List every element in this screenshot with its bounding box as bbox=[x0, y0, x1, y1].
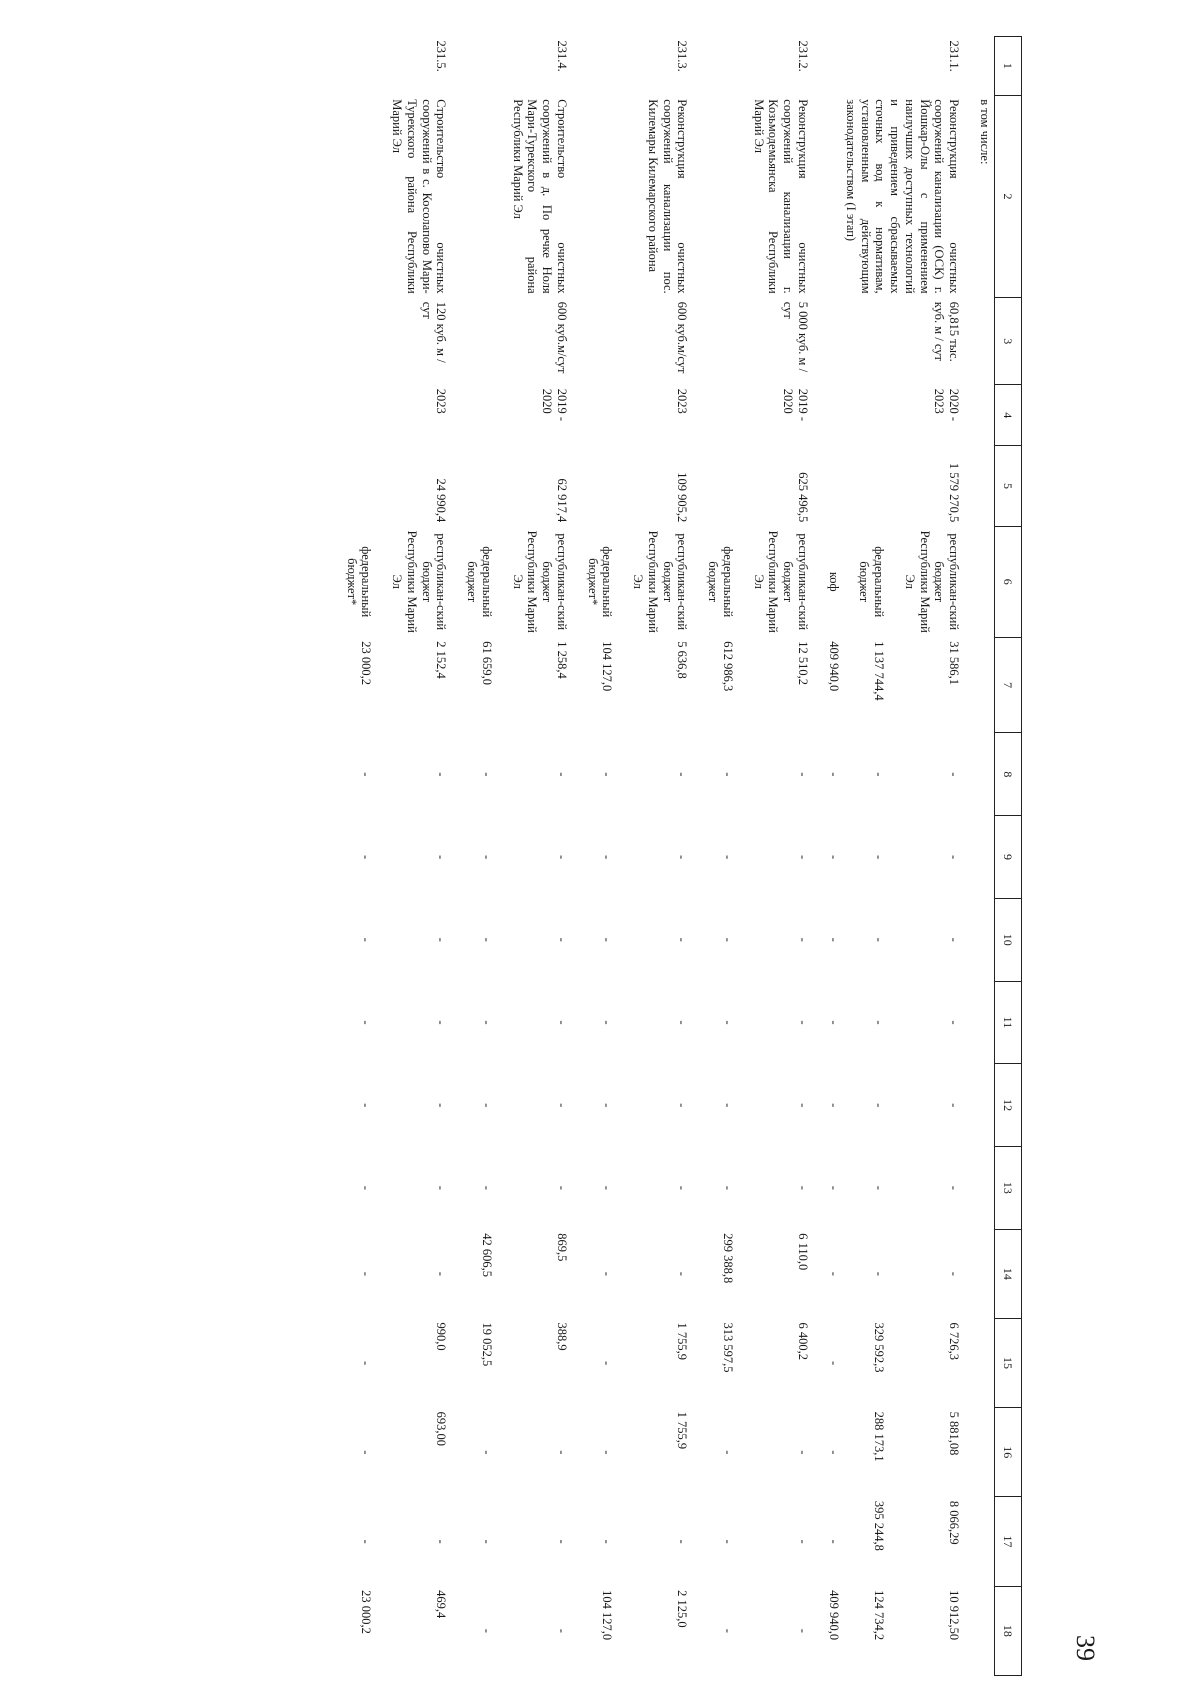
year-value-col-9: - bbox=[359, 854, 374, 860]
year-value-col-16: - bbox=[721, 1450, 735, 1455]
funding-amount: 612 986,3 bbox=[721, 641, 735, 692]
row-period: 2023 bbox=[675, 388, 690, 414]
year-value-col-16: 5 881,08 bbox=[947, 1411, 962, 1456]
row-code: 231.5. bbox=[434, 40, 449, 72]
year-value-col-10: - bbox=[359, 937, 374, 942]
year-value-col-15: 990,0 bbox=[434, 1322, 449, 1351]
row-period: 2019 - 2020 bbox=[540, 388, 569, 422]
row-name: Реконструкция очистных сооружений канализации г. Козьмодемьянска Республики Марий Эл bbox=[751, 99, 810, 294]
row-period: 2023 bbox=[434, 388, 449, 414]
year-value-col-11: - bbox=[947, 1020, 962, 1025]
funding-source: республикан-ский бюджет Республики Марий Эл bbox=[751, 530, 810, 633]
column-number-16: 16 bbox=[995, 1408, 1022, 1497]
year-value-col-9: - bbox=[600, 854, 615, 860]
table-row bbox=[749, 37, 824, 1676]
year-value-col-13: - bbox=[600, 1185, 615, 1190]
column-number-9: 9 bbox=[995, 816, 1022, 899]
year-value-col-13: - bbox=[872, 1185, 887, 1190]
year-value-col-11: - bbox=[555, 1020, 569, 1025]
year-value-col-9: - bbox=[675, 854, 690, 860]
year-value-col-8: - bbox=[359, 772, 374, 777]
year-value-col-10: - bbox=[721, 937, 735, 942]
funding-source: республикан-ский бюджет Республики Марий Эл bbox=[631, 530, 690, 633]
column-number-13: 13 bbox=[995, 1147, 1022, 1230]
year-value-col-12: - bbox=[555, 1103, 569, 1108]
year-value-col-16: 1 755,9 bbox=[675, 1411, 690, 1450]
column-number-10: 10 bbox=[995, 898, 1022, 981]
year-value-col-8: - bbox=[796, 772, 810, 777]
year-value-col-10: - bbox=[947, 937, 962, 942]
year-value-col-13: - bbox=[480, 1185, 494, 1190]
year-value-col-16: - bbox=[359, 1450, 374, 1455]
year-value-col-16: - bbox=[796, 1450, 810, 1455]
year-value-col-15: 1 755,9 bbox=[675, 1322, 690, 1360]
year-value-col-10: - bbox=[555, 937, 569, 942]
year-value-col-18: 409 940,0 bbox=[826, 1590, 841, 1641]
year-value-col-9: - bbox=[826, 854, 841, 860]
year-value-col-16: - bbox=[555, 1450, 569, 1455]
year-value-col-18: 23 000,2 bbox=[359, 1590, 374, 1634]
year-value-col-15: - bbox=[600, 1360, 615, 1366]
row-total: 625 496,5 bbox=[796, 472, 810, 523]
year-value-col-12: - bbox=[675, 1103, 690, 1108]
year-value-col-16: - bbox=[826, 1450, 841, 1455]
year-value-col-18: 469,4 bbox=[434, 1590, 449, 1619]
year-value-col-11: - bbox=[359, 1020, 374, 1025]
year-value-col-8: - bbox=[947, 772, 962, 777]
year-value-col-11: - bbox=[826, 1020, 841, 1025]
column-number-7: 7 bbox=[995, 637, 1022, 733]
funding-amount: 1 258,4 bbox=[555, 641, 569, 679]
year-value-col-13: - bbox=[555, 1185, 569, 1190]
year-value-col-8: - bbox=[721, 772, 735, 777]
year-value-col-10: - bbox=[434, 937, 449, 942]
row-capacity: 60,815 тыс. куб. м / сут bbox=[932, 301, 962, 362]
column-number-2: 2 bbox=[995, 95, 1022, 297]
year-value-col-18: 10 912,50 bbox=[947, 1590, 962, 1641]
column-number-18: 18 bbox=[995, 1586, 1022, 1675]
subheader-row bbox=[975, 37, 994, 1676]
year-value-col-16: 288 173,1 bbox=[872, 1411, 887, 1462]
year-value-col-17: - bbox=[555, 1539, 569, 1544]
year-value-col-18: 124 734,2 bbox=[872, 1590, 887, 1641]
year-value-col-13: - bbox=[947, 1185, 962, 1190]
year-value-col-17: 8 066,29 bbox=[947, 1500, 962, 1545]
row-code: 231.1. bbox=[947, 40, 962, 72]
year-value-col-14: - bbox=[600, 1271, 615, 1276]
year-value-col-17: - bbox=[600, 1539, 615, 1544]
year-value-col-12: - bbox=[434, 1103, 449, 1108]
funding-amount: 2 152,4 bbox=[434, 641, 449, 679]
year-value-col-13: - bbox=[721, 1185, 735, 1190]
year-value-col-16: 693,00 bbox=[434, 1411, 449, 1447]
row-period: 2020 - 2023 bbox=[932, 388, 962, 422]
funding-amount: 5 636,8 bbox=[675, 641, 690, 679]
funding-source: федеральный бюджет bbox=[465, 546, 494, 618]
year-value-col-15: - bbox=[826, 1360, 841, 1366]
year-value-col-13: - bbox=[359, 1185, 374, 1190]
year-value-col-10: - bbox=[600, 937, 615, 942]
year-value-col-13: - bbox=[826, 1185, 841, 1190]
row-capacity: 5 000 куб. м / сут bbox=[781, 301, 810, 373]
page-number: 39 bbox=[1071, 1635, 1100, 1661]
year-value-col-14: 869,5 bbox=[555, 1233, 569, 1262]
year-value-col-9: - bbox=[555, 854, 569, 860]
row-code: 231.4. bbox=[555, 40, 569, 72]
funding-source: республикан-ский бюджет Республики Марий Эл bbox=[390, 530, 449, 633]
row-total: 109 905,2 bbox=[675, 472, 690, 523]
year-value-col-14: 299 388,8 bbox=[721, 1233, 735, 1284]
year-value-col-17: - bbox=[359, 1539, 374, 1544]
table-row bbox=[508, 37, 583, 1676]
year-value-col-13: - bbox=[675, 1185, 690, 1190]
year-value-col-17: 395 244,8 bbox=[872, 1500, 887, 1551]
year-value-col-17: - bbox=[796, 1539, 810, 1544]
column-number-8: 8 bbox=[995, 733, 1022, 816]
funding-amount: 61 659,0 bbox=[480, 641, 494, 685]
year-value-col-14: - bbox=[359, 1271, 374, 1276]
year-value-col-11: - bbox=[796, 1020, 810, 1025]
year-value-col-18: - bbox=[555, 1628, 569, 1633]
year-value-col-17: - bbox=[675, 1539, 690, 1544]
column-number-1: 1 bbox=[995, 37, 1022, 96]
funding-amount: 23 000,2 bbox=[359, 641, 374, 685]
row-name: Реконструкция очистных сооружений канализации (ОСК) г. Йошкар-Олы с применением наилучших доступных технологий и приведением сбрасываемых сточных вод к нормативам, установленным действующим законодательством (I этап) bbox=[844, 99, 962, 294]
column-number-14: 14 bbox=[995, 1229, 1022, 1318]
year-value-col-14: - bbox=[872, 1271, 887, 1276]
year-value-col-10: - bbox=[872, 937, 887, 942]
year-value-col-9: - bbox=[872, 854, 887, 860]
row-capacity: 600 куб.м/сут bbox=[675, 301, 690, 374]
table-row bbox=[629, 37, 704, 1676]
year-value-col-12: - bbox=[480, 1103, 494, 1108]
year-value-col-12: - bbox=[947, 1103, 962, 1108]
year-value-col-13: - bbox=[434, 1185, 449, 1190]
year-value-col-18: 104 127,0 bbox=[600, 1590, 615, 1641]
column-number-5: 5 bbox=[995, 446, 1022, 527]
column-number-11: 11 bbox=[995, 981, 1022, 1064]
year-value-col-14: - bbox=[826, 1271, 841, 1276]
year-value-col-8: - bbox=[675, 772, 690, 777]
funding-source: республикан-ский бюджет Республики Марий Эл bbox=[903, 530, 962, 633]
funding-amount: 409 940,0 bbox=[826, 641, 841, 692]
year-value-col-16: - bbox=[600, 1450, 615, 1455]
year-value-col-14: - bbox=[434, 1271, 449, 1276]
funding-source: коф bbox=[826, 571, 841, 592]
year-value-col-11: - bbox=[872, 1020, 887, 1025]
funding-amount: 31 586,1 bbox=[947, 641, 962, 685]
year-value-col-15: 329 592,3 bbox=[872, 1322, 887, 1373]
year-value-col-17: - bbox=[721, 1539, 735, 1544]
year-value-col-11: - bbox=[480, 1020, 494, 1025]
year-value-col-15: 19 052,5 bbox=[480, 1322, 494, 1367]
row-name: Реконструкция очистных сооружений канализации пос. Килемары Килемарского района bbox=[646, 99, 690, 294]
row-period: 2019 - 2020 bbox=[781, 388, 810, 422]
funding-amount: 12 510,2 bbox=[796, 641, 810, 685]
year-value-col-18: - bbox=[721, 1628, 735, 1633]
funding-source: федеральный бюджет* bbox=[585, 546, 615, 618]
year-value-col-15: - bbox=[359, 1360, 374, 1366]
year-value-col-10: - bbox=[480, 937, 494, 942]
column-number-row bbox=[995, 37, 1022, 1676]
year-value-col-17: - bbox=[480, 1539, 494, 1544]
row-total: 1 579 270,5 bbox=[947, 462, 962, 523]
year-value-col-14: 6 110,0 bbox=[796, 1233, 810, 1271]
year-value-col-11: - bbox=[675, 1020, 690, 1025]
year-value-col-15: 6 726,3 bbox=[947, 1322, 962, 1360]
year-value-col-17: - bbox=[826, 1539, 841, 1544]
year-value-col-12: - bbox=[600, 1103, 615, 1108]
column-number-4: 4 bbox=[995, 385, 1022, 446]
funding-source: федеральный бюджет bbox=[857, 546, 887, 618]
subheader-label: в том числе: bbox=[978, 99, 992, 165]
row-capacity: 120 куб. м / сут bbox=[419, 301, 449, 363]
year-value-col-8: - bbox=[872, 772, 887, 777]
year-value-col-15: 388,9 bbox=[555, 1322, 569, 1351]
year-value-col-18: - bbox=[480, 1628, 494, 1633]
year-value-col-14: - bbox=[675, 1271, 690, 1276]
funding-source: федеральный бюджет* bbox=[344, 546, 374, 618]
column-number-3: 3 bbox=[995, 298, 1022, 385]
year-value-col-8: - bbox=[434, 772, 449, 777]
year-value-col-12: - bbox=[826, 1103, 841, 1108]
row-name: Строительство очистных сооружений в с. Косолапово Мари-Турекского района Республики Марий Эл bbox=[390, 99, 449, 294]
column-number-17: 17 bbox=[995, 1497, 1022, 1586]
year-value-col-15: 313 597,5 bbox=[721, 1322, 735, 1373]
year-value-col-13: - bbox=[796, 1185, 810, 1190]
year-value-col-10: - bbox=[826, 937, 841, 942]
year-value-col-8: - bbox=[600, 772, 615, 777]
row-total: 24 990,4 bbox=[434, 478, 449, 523]
year-value-col-8: - bbox=[480, 772, 494, 777]
year-value-col-8: - bbox=[555, 772, 569, 777]
year-value-col-9: - bbox=[947, 854, 962, 860]
column-number-15: 15 bbox=[995, 1318, 1022, 1407]
funding-amount: 1 137 744,4 bbox=[872, 641, 887, 701]
year-value-col-11: - bbox=[600, 1020, 615, 1025]
year-value-col-10: - bbox=[675, 937, 690, 942]
year-value-col-10: - bbox=[796, 937, 810, 942]
year-value-col-9: - bbox=[434, 854, 449, 860]
row-code: 231.2. bbox=[796, 40, 810, 72]
table-row bbox=[388, 37, 463, 1676]
year-value-col-12: - bbox=[721, 1103, 735, 1108]
year-value-col-16: - bbox=[480, 1450, 494, 1455]
year-value-col-9: - bbox=[480, 854, 494, 860]
year-value-col-14: - bbox=[947, 1271, 962, 1276]
funding-source: федеральный бюджет bbox=[706, 546, 735, 618]
year-value-col-9: - bbox=[721, 854, 735, 860]
row-code: 231.3. bbox=[675, 40, 690, 72]
year-value-col-17: - bbox=[434, 1539, 449, 1544]
year-value-col-15: 6 400,2 bbox=[796, 1322, 810, 1360]
table-row bbox=[900, 37, 975, 1676]
year-value-col-18: 2 125,0 bbox=[675, 1590, 690, 1628]
year-value-col-12: - bbox=[796, 1103, 810, 1108]
funding-amount: 104 127,0 bbox=[600, 641, 615, 692]
row-name: Строительство очистных сооружений в д. По речке Ноля Мари-Турекского района Республики Марий Эл bbox=[510, 99, 569, 294]
year-value-col-14: 42 606,5 bbox=[480, 1233, 494, 1277]
year-value-col-12: - bbox=[359, 1103, 374, 1108]
year-value-col-18: - bbox=[796, 1628, 810, 1633]
year-value-col-11: - bbox=[721, 1020, 735, 1025]
column-number-12: 12 bbox=[995, 1064, 1022, 1147]
row-capacity: 600 куб.м/сут bbox=[555, 301, 569, 374]
year-value-col-8: - bbox=[826, 772, 841, 777]
row-total: 62 917,4 bbox=[555, 478, 569, 523]
funding-source: республикан-ский бюджет Республики Марий Эл bbox=[510, 530, 569, 633]
year-value-col-11: - bbox=[434, 1020, 449, 1025]
column-number-6: 6 bbox=[995, 526, 1022, 637]
year-value-col-12: - bbox=[872, 1103, 887, 1108]
investment-table bbox=[342, 36, 1022, 1676]
year-value-col-9: - bbox=[796, 854, 810, 860]
